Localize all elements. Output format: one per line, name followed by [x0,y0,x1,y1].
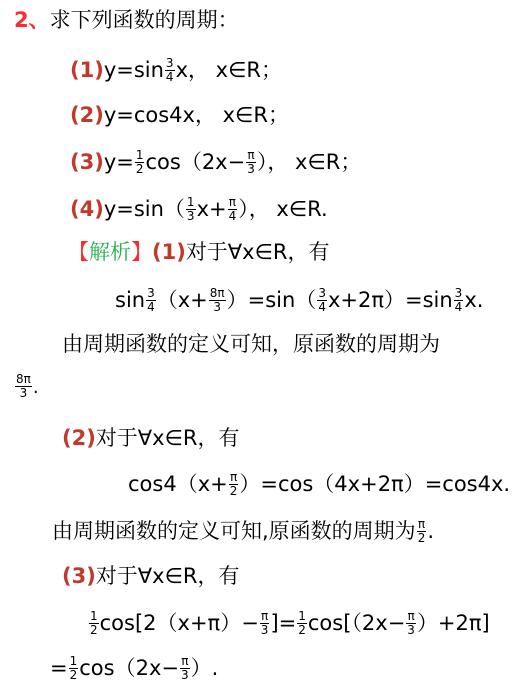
fraction: $\frac{1}{2}$ [90,609,98,637]
fraction: $\frac{\pi}{3}$ [407,609,415,637]
solution-tag: 解析 [89,240,131,264]
eq-text: sin [115,288,146,313]
part-intro: 对于∀x∈R，有 [185,240,330,264]
fraction: $\frac{\pi}{3}$ [260,609,269,637]
item-text: x， x∈R； [175,58,282,83]
eq-text: ）=sin（ [226,288,317,313]
fraction: $\frac{8\pi}{3}$ [209,286,225,314]
eq-text: cos[（2x− [307,611,406,636]
eq-text: = [50,656,68,681]
answer-end: . [427,519,435,544]
part-label: (1) [152,240,186,264]
part-label: (3) [62,564,96,588]
problem-stem: 求下列函数的周期： [49,8,239,32]
fraction: $\frac{1}{2}$ [135,148,144,176]
eq-text: x+2π）=sin [327,288,453,313]
eq-text: cos（2x− [79,656,179,681]
equation-1 [115,288,483,314]
problem-item-4 [70,197,328,223]
fraction: $\frac{8\pi}{3}$ [16,372,31,400]
problem-item-2 [70,105,289,126]
fraction: $\frac{3}{4}$ [318,286,326,314]
item-text: y=sin（ [103,197,185,222]
problem-item-3 [70,150,361,176]
item-text: cos（2x− [145,150,246,175]
item-text: y= [103,150,134,175]
item-label: (4) [70,197,104,222]
conclusion-text: 由周期函数的定义可知,原函数的周期为 [52,519,416,544]
fraction: $\frac{\pi}{4}$ [228,195,237,223]
solution-tag-close: 】 [131,240,152,264]
problem-item-1 [70,58,282,84]
fraction: $\frac{\pi}{2}$ [229,470,238,498]
conclusion-text: 由周期函数的定义可知，原函数的周期为 [62,332,440,356]
item-label: (2) [70,103,104,127]
problem-header [14,10,239,31]
answer-1 [14,374,39,400]
answer-end: . [32,377,39,399]
item-text: ）， x∈R； [256,150,362,175]
eq-text: x. [464,288,484,313]
equation-3-line-2 [50,656,218,682]
part-intro: 对于∀x∈R，有 [95,426,240,450]
item-label: (3) [70,150,104,175]
item-text: y=sin [103,58,164,83]
part-3-intro [62,566,240,587]
fraction: $\frac{3}{4}$ [454,286,463,314]
fraction: $\frac{3}{4}$ [147,286,155,314]
conclusion-1 [62,334,440,355]
fraction: $\frac{\pi}{2}$ [417,517,426,545]
problem-number: 2、 [14,8,50,32]
fraction: $\frac{3}{4}$ [165,56,174,84]
eq-text: ）+2π] [416,611,490,636]
fraction: $\frac{1}{2}$ [298,609,306,637]
equation-2 [128,472,510,498]
equation-3-line-1 [88,611,490,637]
item-text: x+ [196,197,227,222]
eq-text: ）. [190,656,219,681]
item-label: (1) [70,58,104,83]
part-intro: 对于∀x∈R，有 [95,564,240,588]
fraction: $\frac{1}{2}$ [69,654,78,682]
eq-text: ]= [270,611,297,636]
eq-text: cos[2（x+π）− [99,611,259,636]
conclusion-2 [52,519,434,545]
fraction: $\frac{1}{3}$ [186,195,195,223]
part-label: (2) [62,426,96,450]
eq-text: ）=cos（4x+2π）=cos4x. [239,472,511,497]
solution-tag-open: 【 [68,240,89,264]
solution-header [68,242,330,263]
fraction: $\frac{\pi}{3}$ [180,654,189,682]
eq-text: cos4（x+ [128,472,228,497]
item-text: ）， x∈R. [238,197,328,222]
part-2-intro [62,428,240,449]
item-text: y=cos4x， x∈R； [103,103,289,127]
eq-text: （x+ [156,288,208,313]
fraction: $\frac{\pi}{3}$ [247,148,255,176]
